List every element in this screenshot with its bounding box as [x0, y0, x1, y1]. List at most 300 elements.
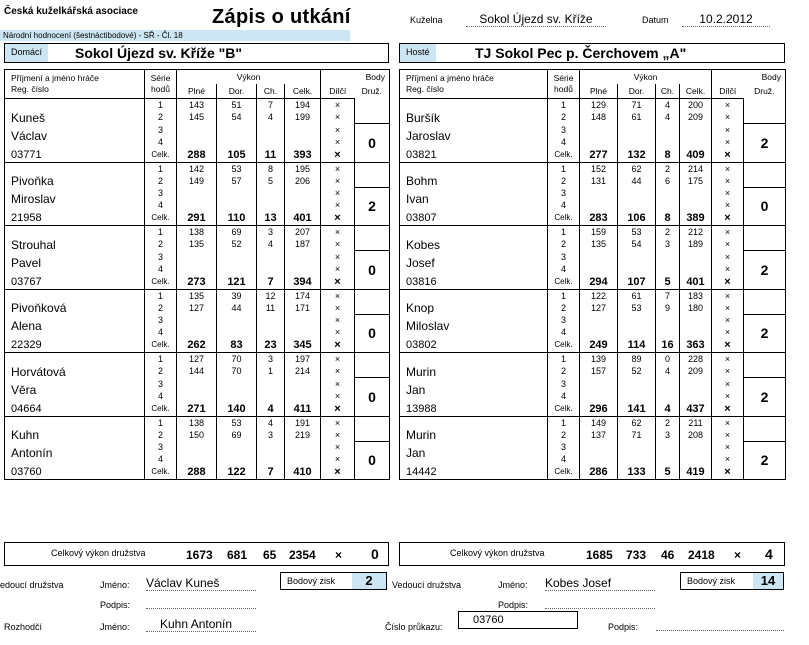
- guest-player-1-total-celk: 409: [680, 148, 712, 163]
- home-total-points: 0: [371, 546, 379, 562]
- home-player-4-s2-ch: 11: [257, 302, 285, 315]
- home-player-4-surname: Pivoňková: [5, 289, 145, 314]
- guest-player-5-s2-ch: 4: [656, 365, 680, 378]
- guest-player-3-surname: Kobes: [400, 226, 548, 251]
- home-player-6-s4-ch: [257, 453, 285, 465]
- guest-player-3-total-ch: 5: [656, 275, 680, 290]
- home-player-3-s1-celk: 207: [285, 226, 321, 239]
- guest-player-1-total-ch: 8: [656, 148, 680, 163]
- home-player-4-total-plne: 262: [177, 338, 217, 353]
- guest-total-ch: 46: [661, 548, 675, 562]
- guest-player-4-s2-plne: 127: [580, 302, 618, 315]
- home-player-4-s4-celk: [285, 326, 321, 338]
- guest-player-6-s2-dor: 71: [618, 429, 656, 442]
- guest-player-5-s4-ch: [656, 390, 680, 402]
- home-player-3-total-dor: 121: [217, 275, 257, 290]
- home-player-4-s4-plne: [177, 326, 217, 338]
- table-row: [5, 441, 390, 453]
- guest-leader-name-label: Jméno:: [498, 580, 528, 590]
- referee-label: Rozhodčí: [4, 622, 43, 632]
- referee-signature-field[interactable]: [656, 618, 784, 631]
- guest-header-celk: Celk.: [680, 84, 712, 99]
- home-player-6-s3-plne: [177, 441, 217, 453]
- datum-label: Datum: [642, 15, 669, 25]
- guest-player-3-s2-dor: 54: [618, 238, 656, 251]
- table-row: [400, 314, 786, 326]
- guest-player-1-s2-plne: 148: [580, 111, 618, 124]
- home-player-3-surname: Strouhal: [5, 226, 145, 251]
- guest-player-3-total-plne: 294: [580, 275, 618, 290]
- guest-leader-label: Vedoucí družstva: [392, 580, 462, 590]
- guest-player-2-druz-blank-2: [744, 175, 786, 188]
- home-leader-name-label: Jméno:: [100, 580, 130, 590]
- home-player-1-series-1: 1: [145, 99, 177, 112]
- guest-player-4-dilci-5: ×: [712, 338, 744, 353]
- guest-player-5-s3-celk: [680, 378, 712, 390]
- guest-player-5-surname: Murin: [400, 353, 548, 378]
- guest-player-5-series-1: 1: [548, 353, 580, 366]
- guest-player-4-firstname: Miloslav: [400, 314, 548, 338]
- home-player-1-s2-ch: 4: [257, 111, 285, 124]
- guest-player-6-s1-celk: 211: [680, 416, 712, 429]
- home-player-5-s4-celk: [285, 390, 321, 402]
- guest-player-4-reg-number: 03802: [400, 338, 548, 353]
- guest-player-6-total-label: Celk.: [548, 465, 580, 480]
- home-signature-field[interactable]: [146, 596, 256, 609]
- guest-player-1-s2-dor: 61: [618, 111, 656, 124]
- home-header-dor: Dor.: [217, 84, 257, 99]
- guest-player-2-total-celk: 389: [680, 211, 712, 226]
- home-player-3-dilci-4: ×: [321, 263, 355, 275]
- home-player-2-firstname: Miroslav: [5, 187, 145, 211]
- guest-player-1-s3-plne: [580, 124, 618, 136]
- guest-player-4-series-1: 1: [548, 289, 580, 302]
- home-player-1-surname: Kuneš: [5, 99, 145, 124]
- home-player-6-s1-dor: 53: [217, 416, 257, 429]
- guest-player-1-series-2: 2: [548, 111, 580, 124]
- guest-player-4-druz-blank: [744, 289, 786, 302]
- home-player-4-s3-celk: [285, 314, 321, 326]
- guest-player-2-s1-plne: 152: [580, 162, 618, 175]
- home-player-3-s2-celk: 187: [285, 238, 321, 251]
- guest-player-5-s4-dor: [618, 390, 656, 402]
- guest-player-6-s4-celk: [680, 453, 712, 465]
- guest-player-6-points: 2: [744, 441, 786, 480]
- guest-player-3-s4-ch: [656, 263, 680, 275]
- home-player-5-series-4: 4: [145, 390, 177, 402]
- guest-player-1-s2-ch: 4: [656, 111, 680, 124]
- home-player-1-dilci-1: ×: [321, 99, 355, 112]
- home-player-6-total-celk: 410: [285, 465, 321, 480]
- home-player-4-s4-dor: [217, 326, 257, 338]
- guest-point-gain-box: [680, 572, 784, 590]
- guest-player-3-s1-ch: 2: [656, 226, 680, 239]
- home-player-6-firstname: Antonín: [5, 441, 145, 465]
- home-header-player-name: Příjmení a jméno hráče: [11, 73, 99, 83]
- guest-player-6-dilci-4: ×: [712, 453, 744, 465]
- guest-player-3-druz-blank-2: [744, 238, 786, 251]
- home-player-5-total-ch: 4: [257, 402, 285, 417]
- guest-total-plne: 1685: [586, 548, 613, 562]
- guest-player-6-firstname: Jan: [400, 441, 548, 465]
- home-player-5-s1-ch: 3: [257, 353, 285, 366]
- home-player-5-series-3: 3: [145, 378, 177, 390]
- guest-player-6-series-3: 3: [548, 441, 580, 453]
- table-row: [5, 402, 390, 417]
- home-header-series: [145, 70, 177, 99]
- home-player-1-s3-celk: [285, 124, 321, 136]
- datum-field[interactable]: 10.2.2012: [682, 12, 770, 27]
- guest-player-2-s3-celk: [680, 187, 712, 199]
- home-player-2-dilci-1: ×: [321, 162, 355, 175]
- home-player-2-s2-celk: 206: [285, 175, 321, 188]
- guest-point-gain-value: 14: [753, 573, 783, 589]
- home-total-plne: 1673: [186, 548, 213, 562]
- guest-header-reg: Reg. číslo: [406, 84, 444, 94]
- guest-player-5-reg-number: 13988: [400, 402, 548, 417]
- guest-player-4-s4-ch: [656, 326, 680, 338]
- home-player-3-s3-plne: [177, 251, 217, 263]
- table-row: [5, 353, 390, 366]
- home-player-5-surname: Horvátová: [5, 353, 145, 378]
- home-player-3-s2-plne: 135: [177, 238, 217, 251]
- guest-player-6-surname: Murin: [400, 416, 548, 441]
- table-row: [400, 416, 786, 429]
- home-player-1-firstname: Václav: [5, 124, 145, 148]
- home-total-ch: 65: [263, 548, 277, 562]
- home-header-ch: Ch.: [257, 84, 285, 99]
- guest-player-6-dilci-1: ×: [712, 416, 744, 429]
- home-player-6-s3-dor: [217, 441, 257, 453]
- referee-name-field[interactable]: Kuhn Antonín: [146, 617, 256, 632]
- home-leader-name-field[interactable]: Václav Kuneš: [146, 576, 256, 591]
- home-player-4-s1-ch: 12: [257, 289, 285, 302]
- home-player-1-dilci-3: ×: [321, 124, 355, 136]
- home-player-4-druz-blank: [355, 289, 390, 302]
- home-total-dor: 681: [227, 548, 248, 562]
- guest-player-6-total-celk: 419: [680, 465, 712, 480]
- home-player-3-total-label: Celk.: [145, 275, 177, 290]
- guest-player-5-s3-dor: [618, 378, 656, 390]
- home-player-2-s3-dor: [217, 187, 257, 199]
- guest-player-3-total-dor: 107: [618, 275, 656, 290]
- home-player-4-total-label: Celk.: [145, 338, 177, 353]
- guest-player-4-s1-celk: 183: [680, 289, 712, 302]
- home-player-3-s3-celk: [285, 251, 321, 263]
- home-player-3-points: 0: [355, 251, 390, 290]
- guest-player-6-s1-dor: 62: [618, 416, 656, 429]
- guest-player-2-s3-plne: [580, 187, 618, 199]
- guest-total-row: [399, 542, 785, 566]
- table-row: [400, 226, 786, 239]
- home-player-3-s3-ch: [257, 251, 285, 263]
- home-player-3-s2-ch: 4: [257, 238, 285, 251]
- guest-player-6-s4-ch: [656, 453, 680, 465]
- home-player-6-s2-celk: 219: [285, 429, 321, 442]
- table-row: [5, 314, 390, 326]
- home-player-2-druz-blank-2: [355, 175, 390, 188]
- table-row: [5, 289, 390, 302]
- guest-player-5-total-plne: 296: [580, 402, 618, 417]
- guest-player-5-dilci-4: ×: [712, 390, 744, 402]
- guest-player-3-s1-celk: 212: [680, 226, 712, 239]
- home-player-6-reg-number: 03760: [5, 465, 145, 480]
- home-player-1-s4-plne: [177, 136, 217, 148]
- guest-results-table: [399, 69, 786, 480]
- guest-player-4-dilci-1: ×: [712, 289, 744, 302]
- home-player-6-druz-blank-2: [355, 429, 390, 442]
- home-player-3-s1-plne: 138: [177, 226, 217, 239]
- guest-player-4-dilci-3: ×: [712, 314, 744, 326]
- home-player-1-dilci-5: ×: [321, 148, 355, 163]
- table-row: [400, 148, 786, 163]
- guest-player-5-total-label: Celk.: [548, 402, 580, 417]
- guest-leader-name-field[interactable]: Kobes Josef: [545, 576, 655, 591]
- table-row: [400, 378, 786, 390]
- home-player-5-s1-dor: 70: [217, 353, 257, 366]
- license-number-field[interactable]: 03760: [458, 611, 578, 629]
- home-player-2-reg-number: 21958: [5, 211, 145, 226]
- home-player-2-s2-ch: 5: [257, 175, 285, 188]
- guest-player-6-reg-number: 14442: [400, 465, 548, 480]
- guest-player-2-s1-dor: 62: [618, 162, 656, 175]
- guest-player-2-dilci-2: ×: [712, 175, 744, 188]
- guest-header-player-name: Příjmení a jméno hráče: [406, 73, 494, 83]
- guest-player-2-s3-dor: [618, 187, 656, 199]
- guest-player-5-firstname: Jan: [400, 378, 548, 402]
- evaluation-subtitle: Národní hodnocení (šestnáctibodové) - SŘ - Čl. 18: [0, 30, 350, 41]
- home-player-3-dilci-2: ×: [321, 238, 355, 251]
- guest-player-3-points: 2: [744, 251, 786, 290]
- home-leader-label: edoucí družstva: [0, 580, 64, 590]
- home-player-4-s3-dor: [217, 314, 257, 326]
- table-row: [5, 99, 390, 112]
- home-player-6-s1-plne: 138: [177, 416, 217, 429]
- guest-player-1-s1-celk: 200: [680, 99, 712, 112]
- guest-player-6-dilci-3: ×: [712, 441, 744, 453]
- guest-team-box: [399, 43, 785, 63]
- guest-player-1-series-3: 3: [548, 124, 580, 136]
- home-player-6-s4-celk: [285, 453, 321, 465]
- home-player-6-dilci-5: ×: [321, 465, 355, 480]
- home-player-1-druz-blank: [355, 99, 390, 112]
- home-player-2-s1-plne: 142: [177, 162, 217, 175]
- home-player-5-reg-number: 04664: [5, 402, 145, 417]
- home-player-4-s1-dor: 39: [217, 289, 257, 302]
- guest-player-5-series-3: 3: [548, 378, 580, 390]
- home-header-player: [5, 70, 145, 99]
- home-player-1-total-plne: 288: [177, 148, 217, 163]
- home-player-4-dilci-5: ×: [321, 338, 355, 353]
- home-player-2-s1-ch: 8: [257, 162, 285, 175]
- home-player-1-series-3: 3: [145, 124, 177, 136]
- guest-player-3-s3-dor: [618, 251, 656, 263]
- guest-header-series-2: hodů: [554, 84, 573, 94]
- home-player-2-s3-celk: [285, 187, 321, 199]
- home-player-6-total-label: Celk.: [145, 465, 177, 480]
- home-player-1-s1-ch: 7: [257, 99, 285, 112]
- guest-player-2-dilci-1: ×: [712, 162, 744, 175]
- home-player-3-druz-blank-2: [355, 238, 390, 251]
- guest-player-6-druz-blank-2: [744, 429, 786, 442]
- home-point-gain-box: [280, 572, 387, 590]
- guest-player-4-dilci-4: ×: [712, 326, 744, 338]
- table-row: [5, 378, 390, 390]
- home-player-2-s4-plne: [177, 199, 217, 211]
- home-player-5-s3-ch: [257, 378, 285, 390]
- home-header-body: Body: [321, 70, 390, 85]
- home-player-3-series-3: 3: [145, 251, 177, 263]
- home-header-vykon: Výkon: [177, 70, 321, 85]
- home-player-6-s2-ch: 3: [257, 429, 285, 442]
- guest-player-2-s1-celk: 214: [680, 162, 712, 175]
- home-player-6-s3-ch: [257, 441, 285, 453]
- guest-player-4-total-plne: 249: [580, 338, 618, 353]
- home-player-5-s4-ch: [257, 390, 285, 402]
- home-player-1-total-label: Celk.: [145, 148, 177, 163]
- guest-player-6-druz-blank: [744, 416, 786, 429]
- kuzelna-field[interactable]: Sokol Újezd sv. Kříže: [466, 12, 606, 27]
- home-player-4-firstname: Alena: [5, 314, 145, 338]
- guest-header-body: Body: [712, 70, 786, 85]
- table-row: [400, 402, 786, 417]
- home-player-2-surname: Pivoňka: [5, 162, 145, 187]
- guest-player-6-total-dor: 133: [618, 465, 656, 480]
- guest-header-vykon: Výkon: [580, 70, 712, 85]
- guest-player-2-points: 0: [744, 187, 786, 226]
- home-player-5-druz-blank-2: [355, 365, 390, 378]
- guest-player-3-dilci-2: ×: [712, 238, 744, 251]
- guest-player-1-s1-ch: 4: [656, 99, 680, 112]
- guest-player-2-series-2: 2: [548, 175, 580, 188]
- home-player-1-s3-ch: [257, 124, 285, 136]
- table-row: [5, 162, 390, 175]
- guest-player-5-s3-plne: [580, 378, 618, 390]
- home-player-2-total-dor: 110: [217, 211, 257, 226]
- guest-signature-field[interactable]: [545, 596, 655, 609]
- guest-player-1-total-dor: 132: [618, 148, 656, 163]
- home-player-3-s1-dor: 69: [217, 226, 257, 239]
- guest-player-6-s1-ch: 2: [656, 416, 680, 429]
- home-player-5-s4-dor: [217, 390, 257, 402]
- home-player-2-s1-dor: 53: [217, 162, 257, 175]
- guest-player-6-dilci-2: ×: [712, 429, 744, 442]
- home-player-2-total-label: Celk.: [145, 211, 177, 226]
- home-player-6-s4-plne: [177, 453, 217, 465]
- guest-player-2-total-plne: 283: [580, 211, 618, 226]
- home-player-5-druz-blank: [355, 353, 390, 366]
- home-player-4-s1-celk: 174: [285, 289, 321, 302]
- home-player-4-dilci-2: ×: [321, 302, 355, 315]
- guest-player-2-dilci-3: ×: [712, 187, 744, 199]
- guest-player-1-total-plne: 277: [580, 148, 618, 163]
- home-player-1-s1-celk: 194: [285, 99, 321, 112]
- guest-player-1-s3-celk: [680, 124, 712, 136]
- guest-total-points: 4: [765, 546, 773, 562]
- table-row: [5, 338, 390, 353]
- guest-player-5-dilci-5: ×: [712, 402, 744, 417]
- table-row: [400, 99, 786, 112]
- guest-player-5-total-dor: 141: [618, 402, 656, 417]
- guest-player-3-s1-dor: 53: [618, 226, 656, 239]
- home-player-2-s3-ch: [257, 187, 285, 199]
- home-player-3-s4-dor: [217, 263, 257, 275]
- table-row: [5, 416, 390, 429]
- home-total-row: [4, 542, 389, 566]
- home-player-1-s1-dor: 51: [217, 99, 257, 112]
- guest-player-2-s4-celk: [680, 199, 712, 211]
- guest-player-3-s2-celk: 189: [680, 238, 712, 251]
- home-player-3-reg-number: 03767: [5, 275, 145, 290]
- table-row: [5, 465, 390, 480]
- home-player-2-s2-plne: 149: [177, 175, 217, 188]
- guest-player-2-s2-ch: 6: [656, 175, 680, 188]
- home-header-dilci: Dílčí: [321, 84, 355, 99]
- home-player-3-s3-dor: [217, 251, 257, 263]
- home-player-2-dilci-5: ×: [321, 211, 355, 226]
- guest-player-1-druz-blank-2: [744, 111, 786, 124]
- home-player-3-series-1: 1: [145, 226, 177, 239]
- home-player-1-s3-dor: [217, 124, 257, 136]
- home-player-6-series-2: 2: [145, 429, 177, 442]
- home-player-1-s4-dor: [217, 136, 257, 148]
- home-player-3-s4-celk: [285, 263, 321, 275]
- guest-player-4-dilci-2: ×: [712, 302, 744, 315]
- home-player-5-s3-dor: [217, 378, 257, 390]
- home-player-4-total-celk: 345: [285, 338, 321, 353]
- home-player-1-reg-number: 03771: [5, 148, 145, 163]
- home-player-6-series-1: 1: [145, 416, 177, 429]
- guest-player-6-s4-plne: [580, 453, 618, 465]
- home-total-celk: 2354: [289, 548, 316, 562]
- guest-player-2-reg-number: 03807: [400, 211, 548, 226]
- guest-player-5-s4-celk: [680, 390, 712, 402]
- home-header-celk: Celk.: [285, 84, 321, 99]
- guest-player-2-druz-blank: [744, 162, 786, 175]
- guest-player-6-s3-ch: [656, 441, 680, 453]
- home-player-4-dilci-1: ×: [321, 289, 355, 302]
- guest-player-6-s2-ch: 3: [656, 429, 680, 442]
- home-team-name: Sokol Újezd sv. Kříže "B": [75, 45, 243, 61]
- guest-player-1-s2-celk: 209: [680, 111, 712, 124]
- home-player-5-dilci-1: ×: [321, 353, 355, 366]
- guest-player-4-druz-blank-2: [744, 302, 786, 315]
- table-row: [5, 211, 390, 226]
- guest-player-5-series-4: 4: [548, 390, 580, 402]
- home-player-6-dilci-4: ×: [321, 453, 355, 465]
- home-player-2-druz-blank: [355, 162, 390, 175]
- home-player-2-s4-ch: [257, 199, 285, 211]
- home-player-4-s1-plne: 135: [177, 289, 217, 302]
- guest-player-1-surname: Buršík: [400, 99, 548, 124]
- guest-player-6-s2-celk: 208: [680, 429, 712, 442]
- guest-total-x: ×: [734, 548, 742, 562]
- guest-player-3-dilci-4: ×: [712, 263, 744, 275]
- guest-player-3-s2-plne: 135: [580, 238, 618, 251]
- guest-player-5-s1-plne: 139: [580, 353, 618, 366]
- guest-player-5-druz-blank-2: [744, 365, 786, 378]
- guest-player-3-s3-celk: [680, 251, 712, 263]
- guest-player-1-s4-dor: [618, 136, 656, 148]
- home-player-2-s3-plne: [177, 187, 217, 199]
- guest-player-1-s1-dor: 71: [618, 99, 656, 112]
- guest-player-6-total-ch: 5: [656, 465, 680, 480]
- home-player-2-series-4: 4: [145, 199, 177, 211]
- guest-player-2-total-dor: 106: [618, 211, 656, 226]
- guest-player-3-s4-celk: [680, 263, 712, 275]
- home-header-plne: Plné: [177, 84, 217, 99]
- guest-player-1-points: 2: [744, 124, 786, 163]
